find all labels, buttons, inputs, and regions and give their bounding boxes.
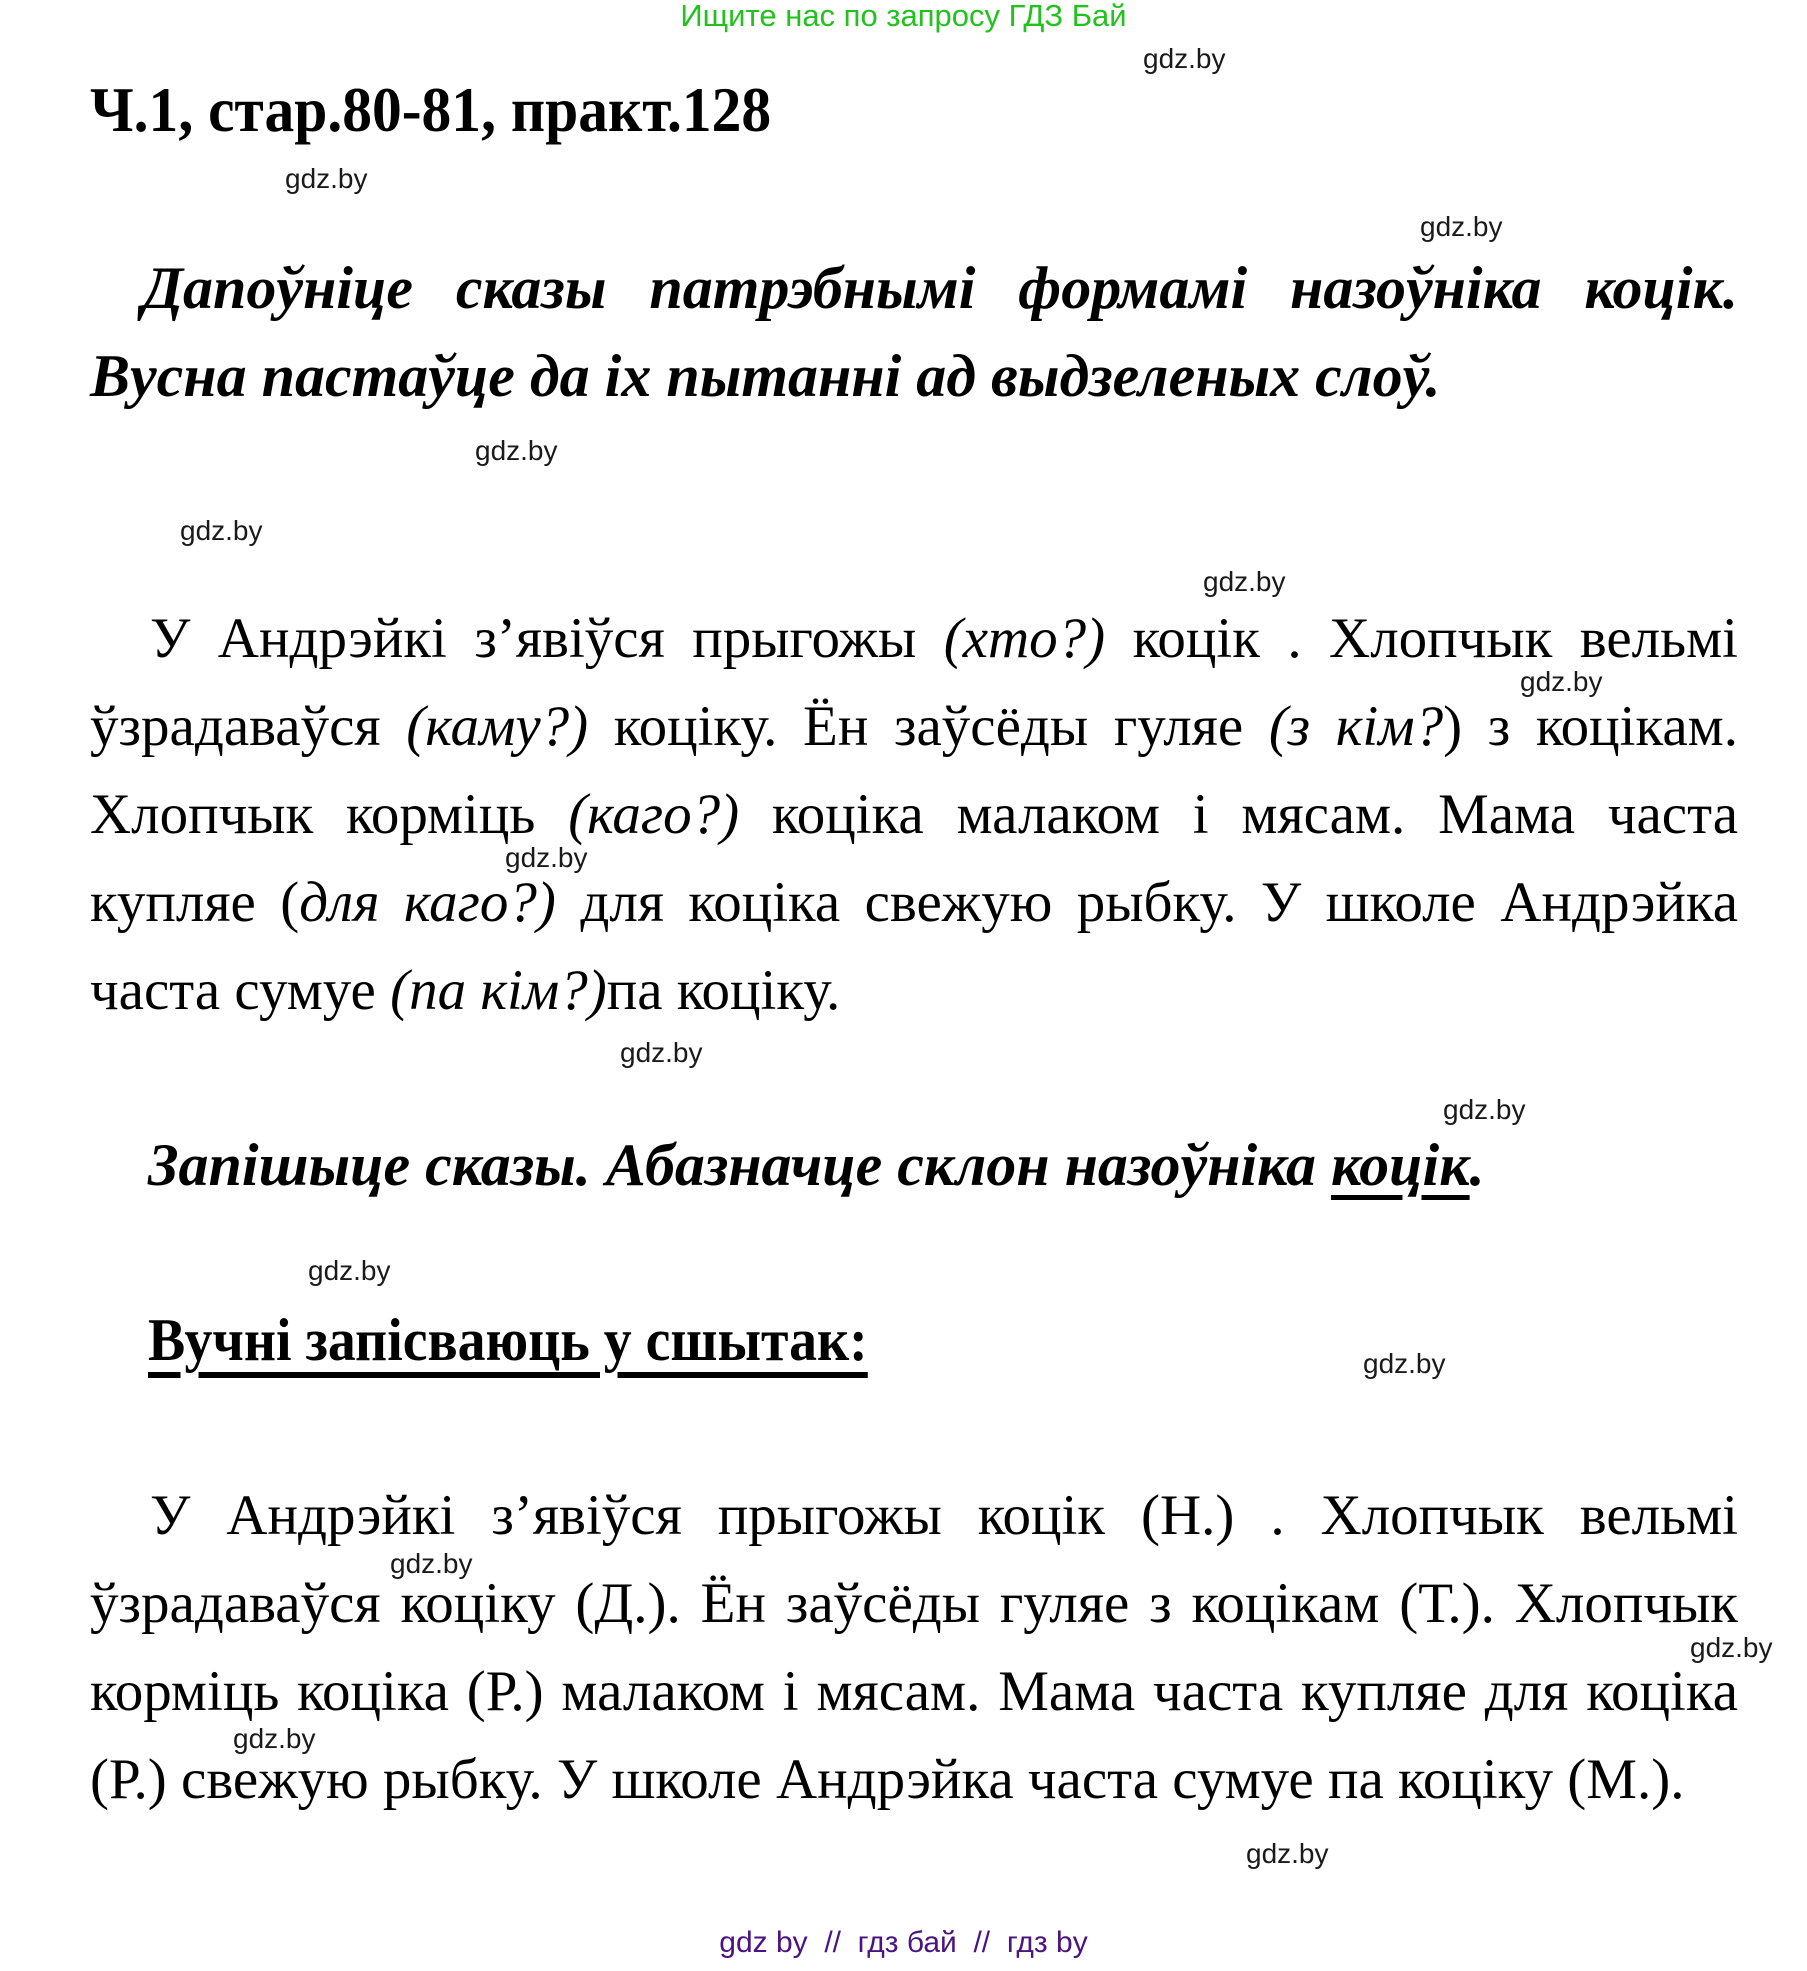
question-hint: (каго?)	[568, 783, 740, 846]
exercise-segment: У Андрэйкі з’явіўся прыгожы	[150, 607, 944, 670]
question-hint: (каму?)	[406, 695, 589, 758]
answer-heading: Вучні запісваюць у сшытак:	[148, 1307, 868, 1373]
watermark: gdz.by	[1203, 566, 1286, 597]
question-hint: для каго?)	[299, 871, 556, 934]
watermark: gdz.by	[620, 1037, 703, 1068]
watermark: gdz.by	[1363, 1348, 1446, 1379]
task-instruction: Дапоўніце сказы патрэбнымі формамі назоўніка коцік. Вусна пастаўце да іх пытанні ад выдзеленых слоў.	[90, 255, 1738, 409]
watermark: gdz.by	[390, 1548, 473, 1579]
watermark: gdz.by	[475, 435, 558, 466]
watermark: gdz.by	[1690, 1632, 1773, 1663]
exercise-text	[90, 595, 1738, 1035]
underlined-word: коцік	[1331, 1132, 1470, 1198]
watermark: gdz.by	[285, 163, 368, 194]
exercise-segment: ) з коцікам. Хлопчык корміць	[90, 695, 1738, 846]
instruction-text: Запішыце сказы. Абазначце склон назоўніка	[148, 1132, 1332, 1198]
search-banner: Ищите нас по запросу ГДЗ Бай	[680, 0, 1127, 33]
watermark: gdz.by	[1443, 1094, 1526, 1125]
task-instruction-2	[148, 1125, 1485, 1205]
question-hint: (з кім?	[1268, 695, 1444, 758]
watermark: gdz.by	[505, 842, 588, 873]
answer-text: У Андрэйкі з’явіўся прыгожы коцік (Н.) . Хлопчык вельмі ўзрадаваўся коціку (Д.). Ён заўсёды гуляе з коцікам (Т.). Хлопчык корміць коціка (Р.) малаком і мясам. Мама часта купляе для коціка (Р.) свежую рыбку. У школе Андрэйка часта сумуе па коціку (М.).	[90, 1484, 1738, 1811]
watermark: gdz.by	[1246, 1838, 1329, 1869]
question-hint: (хто?)	[943, 607, 1106, 670]
watermark: gdz.by	[1520, 666, 1603, 697]
exercise-segment: коціку. Ён заўсёды гуляе	[588, 695, 1269, 758]
question-hint: (па кім?)	[390, 959, 607, 1022]
exercise-segment: для коціка свежую рыбку. У школе Андрэйка часта сумуе	[90, 871, 1738, 1022]
watermark: gdz.by	[308, 1255, 391, 1286]
exercise-segment: коціка малаком і мясам. Мама часта купляе (	[90, 783, 1738, 934]
exercise-segment: коцік . Хлопчык вельмі ўзрадаваўся	[90, 607, 1738, 758]
page-title: Ч.1, стар.80-81, практ.128	[90, 74, 772, 145]
instruction-end: .	[1469, 1132, 1485, 1198]
watermark: gdz.by	[233, 1723, 316, 1754]
footer-links: gdz by // гдз бай // гдз by	[719, 1926, 1088, 1959]
watermark: gdz.by	[1143, 43, 1226, 74]
watermark: gdz.by	[1420, 211, 1503, 242]
exercise-segment: па коціку.	[606, 959, 841, 1022]
watermark: gdz.by	[180, 515, 263, 546]
